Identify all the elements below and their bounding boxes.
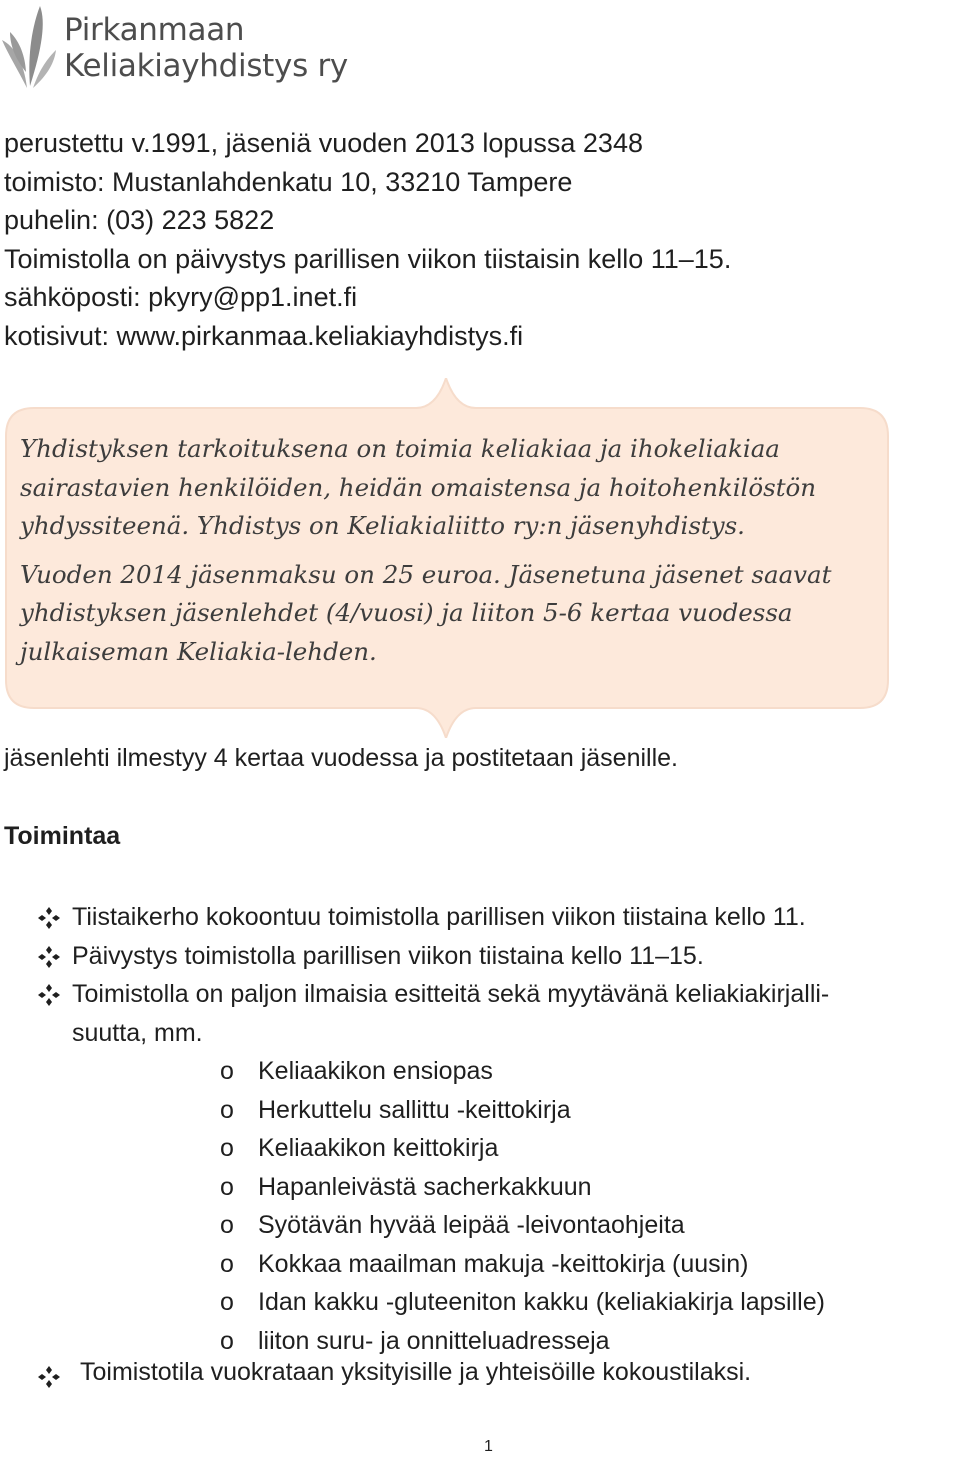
publication-title: Keliaakikon ensiopas <box>258 1057 493 1085</box>
sub-bullet-marker: o <box>220 1288 234 1316</box>
list-item <box>38 975 958 1052</box>
section-heading: Toimintaa <box>4 822 121 850</box>
list-item <box>38 1129 958 1168</box>
activity-text: Päivystys toimistolla parillisen viikon tiistaina kello 11–15. <box>72 941 704 970</box>
membership-callout <box>4 378 890 738</box>
callout-purpose-text: Yhdistyksen tarkoituksena on toimia keliakiaa ja ihokeliakiaa sairastavien henkilöiden, heidän omaistensa ja hoitohenkilöstön yhdyssiteenä. Yhdistys on Keliakialiitto ry:n jäsenyhdistys. <box>20 434 817 540</box>
list-item <box>38 898 958 937</box>
activity-text-continued: suutta, mm. <box>72 1018 203 1047</box>
publication-title: Herkuttelu sallittu -keittokirja <box>258 1095 571 1124</box>
list-item <box>38 937 958 976</box>
callout-fee-text: Vuoden 2014 jäsenmaksu on 25 euroa. Jäsenetuna jäsenet saavat yhdistyksen jäsenlehdet (4/vuosi) ja liiton 5-6 kertaa vuodessa julkaiseman Keliakia-lehden. <box>20 559 832 666</box>
list-item <box>38 1206 958 1245</box>
organization-logo <box>0 0 348 95</box>
sub-bullet-marker: o <box>220 1057 234 1085</box>
newsletter-note: jäsenlehti ilmestyy 4 kertaa vuodessa ja postitetaan jäsenille. <box>4 744 678 772</box>
publication-title: Keliaakikon keittokirja <box>258 1134 499 1162</box>
list-item <box>38 1322 958 1361</box>
office-hours-line: Toimistolla on päivystys parillisen viikon tiistaisin kello 11–15. <box>4 243 732 274</box>
sub-bullet-marker: o <box>220 1326 234 1355</box>
diamond-bullet-icon <box>38 984 60 1006</box>
publication-title: Idan kakku -gluteeniton kakku (keliakiakirja lapsille) <box>258 1288 825 1316</box>
sub-bullet-marker: o <box>220 1249 234 1278</box>
list-item <box>38 1283 958 1322</box>
list-item <box>38 1168 958 1207</box>
publication-title: liiton suru- ja onnitteluadresseja <box>258 1326 610 1355</box>
website-line[interactable]: kotisivut: www.pirkanmaa.keliakiayhdistys.fi <box>4 320 524 351</box>
contact-info <box>4 124 731 355</box>
list-item <box>38 1358 751 1387</box>
logo-line-2: Keliakiayhdistys ry <box>64 48 348 84</box>
publications-list <box>38 1052 958 1360</box>
sub-bullet-marker: o <box>220 1172 234 1201</box>
publication-title: Hapanleivästä sacherkakkuun <box>258 1172 592 1201</box>
publication-title: Syötävän hyvää leipää -leivontaohjeita <box>258 1211 685 1239</box>
diamond-bullet-icon <box>38 1366 60 1388</box>
diamond-bullet-icon <box>38 946 60 968</box>
list-item <box>38 1245 958 1284</box>
office-address-line: toimisto: Mustanlahdenkatu 10, 33210 Tampere <box>4 166 573 197</box>
email-line[interactable]: sähköposti: pkyry@pp1.inet.fi <box>4 282 358 312</box>
activity-text: Tiistaikerho kokoontuu toimistolla parillisen viikon tiistaina kello 11. <box>72 903 806 931</box>
sub-bullet-marker: o <box>220 1095 234 1124</box>
logo-line-1: Pirkanmaan <box>64 12 245 48</box>
list-item <box>38 1052 958 1091</box>
sub-bullet-marker: o <box>220 1134 234 1162</box>
list-item <box>38 1091 958 1130</box>
phone-line: puhelin: (03) 223 5822 <box>4 205 275 235</box>
publication-title: Kokkaa maailman makuja -keittokirja (uusin) <box>258 1249 749 1278</box>
activity-text: Toimistotila vuokrataan yksityisille ja yhteisöille kokoustilaksi. <box>80 1358 752 1386</box>
page-number: 1 <box>484 1438 493 1455</box>
founded-line: perustettu v.1991, jäseniä vuoden 2013 lopussa 2348 <box>4 128 643 158</box>
sub-bullet-marker: o <box>220 1211 234 1239</box>
diamond-bullet-icon <box>38 907 60 929</box>
grain-leaf-icon <box>0 2 58 90</box>
activities-list <box>38 898 958 1360</box>
activity-text: Toimistolla on paljon ilmaisia esitteitä sekä myytävänä keliakiakirjalli- <box>72 980 830 1008</box>
